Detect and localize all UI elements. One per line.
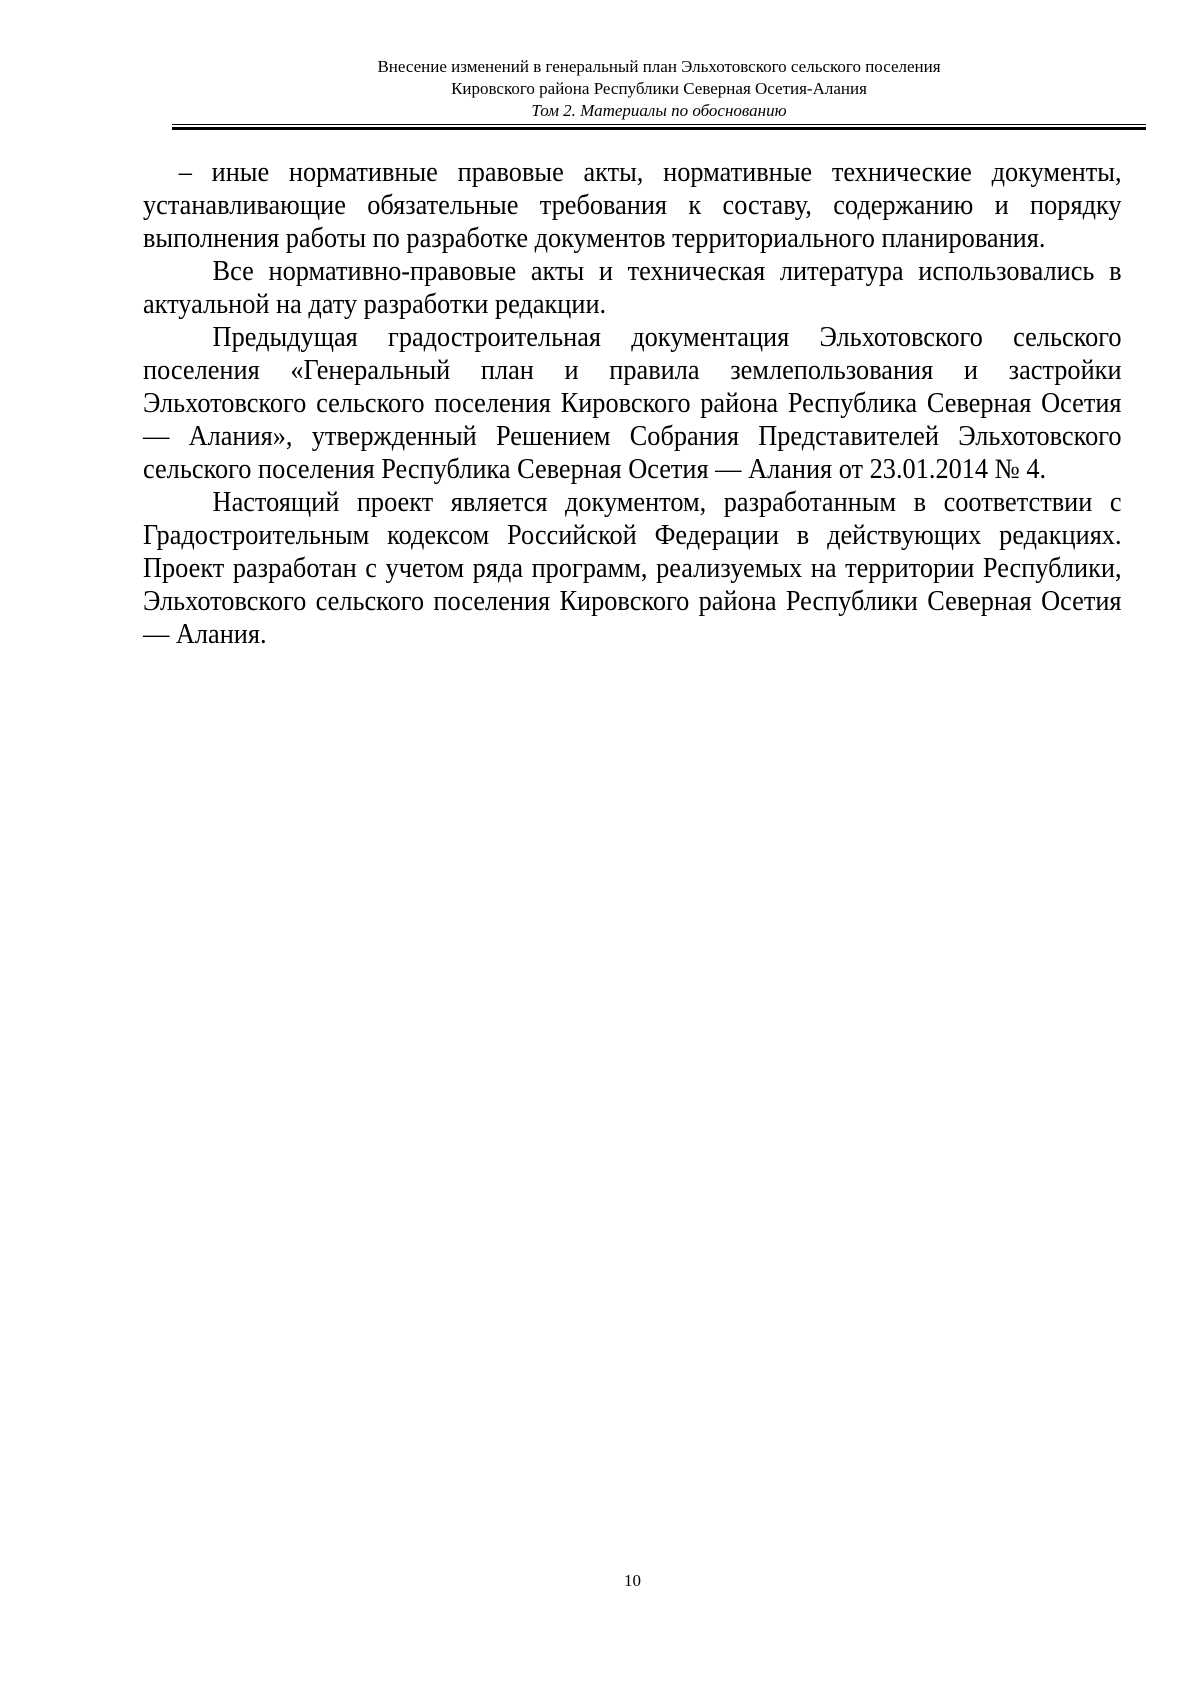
paragraph-list-item: – иные нормативные правовые акты, нормативные технические документы, устанавливающие обязательные требования к составу, содержанию и порядку выполнения работы по разработке документов территориального планирования. <box>143 157 1122 254</box>
page-header <box>172 56 1146 122</box>
document-body <box>143 156 1122 651</box>
header-rule-thick <box>172 127 1146 130</box>
header-title-line-1: Внесение изменений в генеральный план Эльхотовского сельского поселения <box>377 57 941 76</box>
paragraph: Предыдущая градостроительная документация Эльхотовского сельского поселения «Генеральный план и правила землепользования и застройки Эльхотовского сельского поселения Кировского района Республика Северная Осетия — Алания», утвержденный Решением Собрания Представителей Эльхотовского сельского поселения Республика Северная Осетия — Алания от 23.01.2014 № 4. <box>143 322 1122 485</box>
header-volume-title: Том 2. Материалы по обоснованию <box>531 101 787 120</box>
paragraph: Настоящий проект является документом, разработанным в соответствии с Градостроительным кодексом Российской Федерации в действующих редакциях. Проект разработан с учетом ряда программ, реализуемых на территории Республики, Эльхотовского сельского поселения Кировского района Республики Северная Осетия — Алания. <box>143 487 1122 650</box>
header-rule-thin <box>172 124 1146 125</box>
paragraph: Все нормативно-правовые акты и техническая литература использовались в актуальной на дату разработки редакции. <box>143 256 1122 320</box>
header-title-line-2: Кировского района Республики Северная Осетия-Алания <box>451 79 867 98</box>
page-number: 10 <box>624 1571 641 1590</box>
